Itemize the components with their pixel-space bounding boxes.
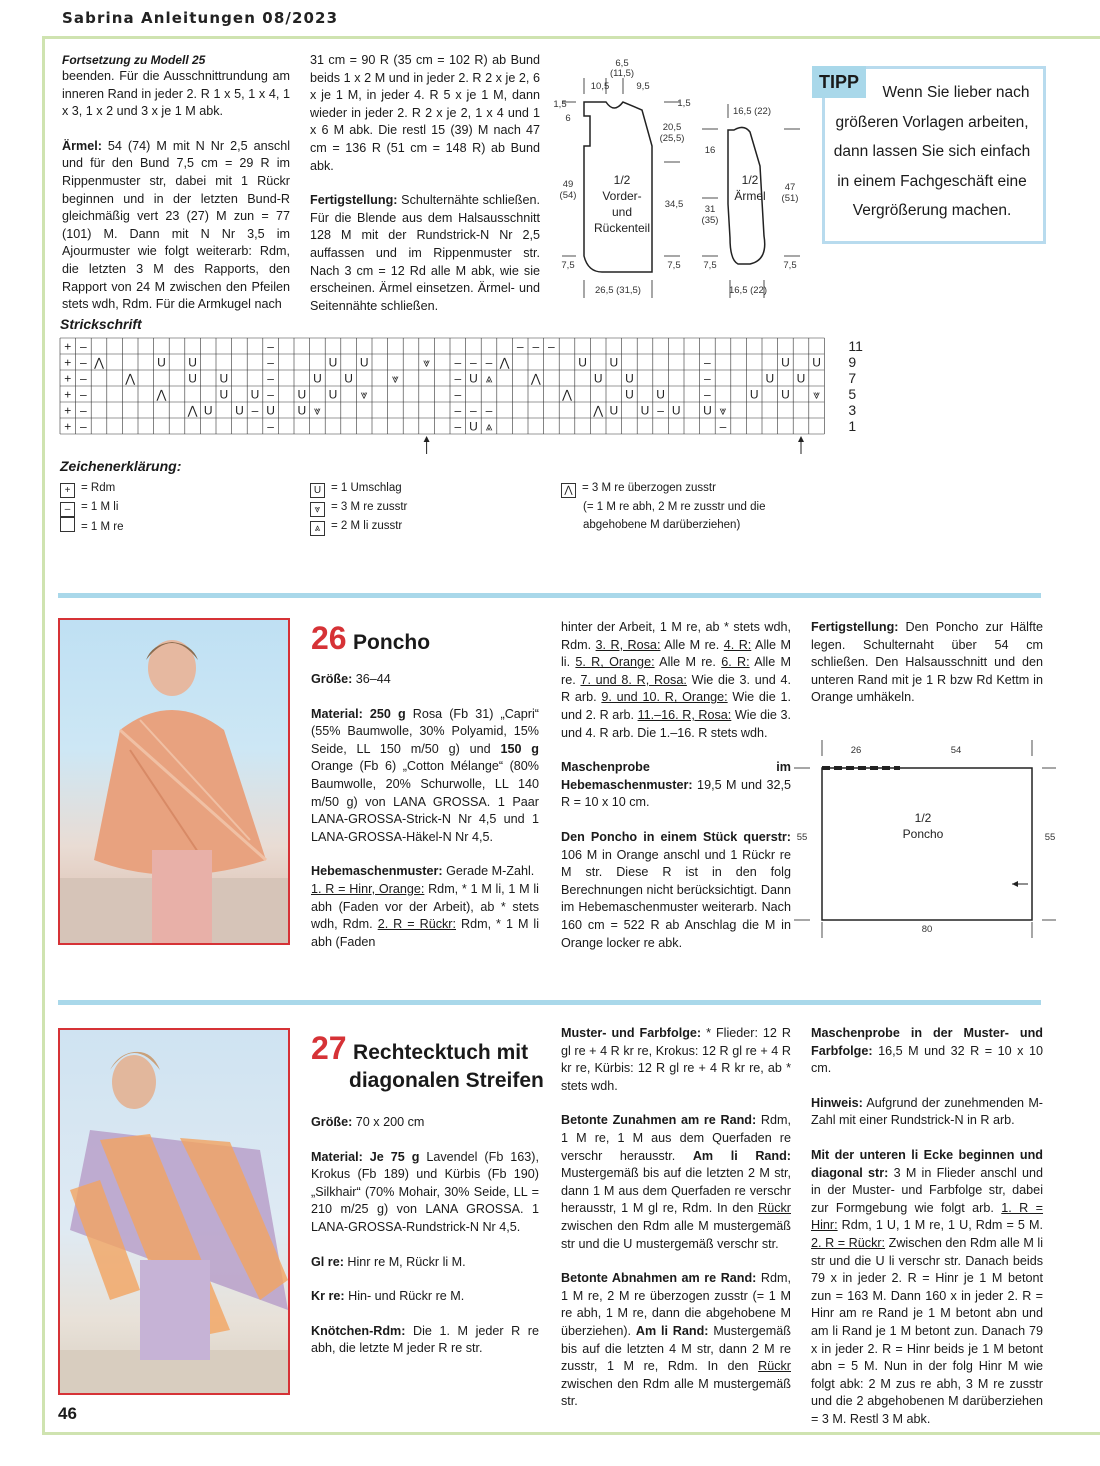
chart-row-label: 5: [848, 386, 857, 402]
legend-col2: [310, 479, 407, 536]
chart-symbol: +: [64, 339, 72, 354]
model25-col2: [310, 52, 540, 332]
chart-symbol: ⩔: [719, 403, 727, 418]
legend-title: Zeichenerklärung:: [60, 458, 182, 474]
model26-col2: [561, 619, 791, 969]
zun-text2: Mustergemäß bis auf die letzten 2 M str, dann 1 M aus dem Querfaden re verschr herausstr, 1 M gl re, Rdm. In den: [561, 1166, 791, 1216]
chart-symbol: ⋀: [530, 371, 541, 386]
model26-material: [311, 706, 539, 847]
chart-symbol: –: [267, 419, 274, 434]
probe27-head: Maschenprobe in der Muster- und Farbfolge:: [811, 1026, 1043, 1058]
chart-symbol: ⩔: [392, 371, 399, 386]
tip-label: TIPP: [812, 66, 866, 98]
poncho-outline: [822, 768, 1032, 920]
model26-pattern: [311, 863, 539, 951]
chart-symbol: U: [188, 355, 197, 370]
chart-symbol: ⩓: [485, 419, 493, 434]
m-115: (11,5): [609, 68, 635, 79]
section-separator-2: [58, 1000, 1041, 1005]
tip-text-content: Wenn Sie lieber nach größeren Vorlagen arbeiten, dann lassen Sie sich einfach in einem Fachgeschäft eine Vergrößerung machen.: [833, 84, 1031, 219]
chart-symbol: +: [64, 387, 72, 402]
chart-symbol: –: [267, 355, 274, 370]
chart-symbol: U: [749, 387, 759, 402]
continuation-note: Fortsetzung zu Modell 25: [62, 53, 206, 67]
chart-symbol: U: [157, 355, 166, 370]
m-255: (25,5): [659, 133, 685, 144]
poncho-schema: [790, 736, 1060, 942]
size27-head: Größe:: [311, 1115, 353, 1129]
purl-stitch-icon: –: [60, 502, 75, 517]
mat27-text: Lavendel (Fb 163), Krokus (Fb 189) und Kürbis (Fb 190) „Silkhair“ (70% Mohair, 30% Seide, LL = 210 m/25 g) von LANA GROSSA. 1 LANA-GROSSA-Rundstrick-N Nr 4,5.: [311, 1149, 539, 1234]
chart-symbol: ⋀: [562, 387, 572, 402]
chart-symbol: U: [235, 403, 244, 418]
m-205: 20,5: [662, 122, 682, 133]
zun-head: Betonte Zunahmen am re Rand:: [561, 1113, 757, 1128]
legend-2li: [310, 517, 407, 536]
legend-li: [60, 498, 124, 517]
page-header: Sabrina Anleitungen 08/2023: [62, 9, 339, 27]
chart-symbol: –: [267, 339, 274, 354]
repeat-arrow-head: [424, 436, 430, 442]
model27-col1: [311, 1114, 539, 1375]
chart-symbol: U: [640, 403, 650, 418]
legend-col3: [561, 479, 765, 534]
size-head: Größe:: [311, 672, 353, 686]
zun-rueckr: Rückr: [758, 1201, 791, 1216]
chart-symbol: U: [250, 387, 260, 402]
chart-symbol: U: [593, 371, 603, 386]
row6-text: Alle M re.: [561, 655, 791, 687]
chart-symbol: –: [80, 403, 87, 418]
mat-head: Material: 250 g: [311, 706, 406, 721]
mat27-head: Material: Je 75 g: [311, 1149, 420, 1164]
model25-col2-p2: [310, 192, 540, 315]
legend-text: (= 1 M re abh, 2 M re zusstr und die: [583, 501, 766, 513]
chart-symbol: –: [516, 339, 524, 354]
model27-probe: [811, 1025, 1043, 1078]
start-r2: 2. R = Rückr:: [811, 1235, 886, 1250]
chart-symbol: U: [266, 403, 275, 418]
model25-col1: [62, 52, 290, 331]
finish-heading: Fertigstellung:: [310, 193, 398, 208]
model26-size: [311, 671, 539, 689]
model25-schema: [548, 54, 810, 302]
chart-symbol: ⋀: [94, 355, 104, 370]
scarf-illustration: [60, 1030, 288, 1393]
chart-symbol: –: [80, 387, 87, 402]
m-49: 49: [562, 179, 574, 190]
chart-symbol: U: [609, 355, 619, 370]
size-value: 36–44: [352, 672, 391, 686]
row4-label: 4. R:: [723, 637, 752, 652]
model27-title-line2: diagonalen Streifen: [349, 1069, 544, 1092]
row78-label: 7. und 8. R, Rosa:: [580, 672, 687, 687]
chart-symbol: –: [470, 403, 477, 418]
model27-muster: [561, 1025, 791, 1095]
zun-text3: zwischen den Rdm alle M mustergemäß str und die U mustergemäß verschr str.: [561, 1218, 791, 1251]
row1116-text: Wie die 3. und 4. R arb. Die 1.–16. R stets wdh.: [561, 707, 791, 740]
model26-gauge: [561, 759, 791, 812]
sleeve-label-2: Ärmel: [734, 189, 766, 203]
chart-symbol: +: [64, 371, 72, 386]
row4-text: Alle M li.: [561, 637, 791, 670]
model27-col3: [811, 1025, 1043, 1445]
model27-heading: [311, 1030, 551, 1093]
chart-symbol: U: [219, 387, 229, 402]
legend-text: = 2 M li zusstr: [331, 520, 403, 532]
chart-symbol: U: [219, 371, 229, 386]
model26-col3: [811, 619, 1043, 724]
probe27-text: 16,5 M und 32 R = 10 x 10 cm.: [811, 1043, 1043, 1076]
rows-text: hinter der Arbeit, 1 M re, ab * stets wdh, Rdm.: [561, 620, 791, 652]
chart-row-label: 3: [848, 402, 857, 418]
mat-text2: Orange (Fb 6) „Cotton Mélange“ (80% Baumwolle, 20% Schurwolle, LL 140 m/50 g) von LANA GROSSA. 1 Paar LANA-GROSSA-Strick-N Nr 4,5 und 1 LANA-GROSSA-Häkel-N Nr 4,5.: [311, 759, 539, 844]
pattern-text: Gerade M-Zahl.: [442, 864, 535, 879]
chart-symbol: –: [704, 355, 711, 370]
poncho-photo: [58, 618, 290, 945]
body-label-4: Rückenteil: [593, 221, 651, 235]
gl-head: Gl re:: [311, 1254, 344, 1269]
model26-cast: [561, 829, 791, 952]
cast-text: 106 M in Orange anschl und 1 Rückr re M str. Diese R ist in den folg Berechnungen nicht berücksichtigt. Dann im Hebemaschenmuster weiterarb. Nach 160 cm = 522 R ab Anschlag die M in Orange locker re abk.: [561, 847, 791, 950]
row1-text: Rdm, * 1 M li, 1 M li abh (Faden vor der Arbeit), ab * stets wdh, Rdm.: [311, 881, 539, 932]
kr-text: Hin- und Rückr re M.: [344, 1289, 465, 1304]
chart-symbol: –: [532, 339, 540, 354]
m-165: 16,5 (22): [732, 106, 772, 117]
cast-head: Den Poncho in einem Stück querstr:: [561, 829, 791, 844]
chart-symbol: –: [80, 339, 87, 354]
zun-text: Rdm, 1 M re, 1 M aus dem Querfaden re verschr herausstr.: [561, 1113, 792, 1163]
model27-kn: [311, 1323, 539, 1358]
m-75b: 7,5: [667, 260, 681, 271]
model26-number: 26: [311, 620, 347, 656]
chart-symbol: ⩔: [423, 355, 430, 370]
legend-text: = 1 M re: [81, 521, 124, 533]
chart-symbol: ⋀: [187, 403, 198, 418]
row1116-label: 11.–16. R, Rosa:: [637, 707, 732, 722]
chart-symbol: ⋀: [125, 371, 136, 386]
m-80: 80: [921, 924, 933, 935]
model27-size: [311, 1114, 539, 1132]
model27-start: [811, 1147, 1043, 1429]
hinweis-text: Aufgrund der zunehmenden M-Zahl mit einer Rundstrick-N in R arb.: [811, 1095, 1043, 1128]
legend-col1: [60, 479, 124, 536]
chart-symbol: ⩓: [485, 371, 493, 386]
chart-symbol: –: [657, 403, 664, 418]
sleeve-text: 54 (74) M mit N Nr 2,5 anschl und für den Bund 7,5 cm = 29 R im Rippenmuster str, dabei mit 1 Rückr beginnen und in der letzten Bund-R gleichmäßig vert 23 (27) M zun = 77 (101) M. Dann mit N Nr 3,5 im Ajourmuster wie folgt weiterarb: Rdm, die letzten 3 M des Rapports, den Rapport von 24 M zwischen den Pfeilen stets wdh, Rdm. Für die Armkugel nach: [62, 138, 290, 312]
chart-symbol: U: [359, 355, 369, 370]
finish-text: Schulternähte schließen. Für die Blende aus dem Halsausschnitt 128 M mit der Rundstrick-N Nr 2,5 auffassen und im Rippenmuster str. Nach 3 cm = 12 Rd alle M abk, wie sie erscheinen. Ärmel einsetzen. Ärmel- und Seitennähte schließen.: [310, 193, 540, 313]
page-frame-left: [42, 36, 45, 1434]
muster-head: Muster- und Farbfolge:: [561, 1026, 702, 1040]
muster-text: * Flieder: 12 R gl re + 4 R kr re, Krokus: 12 R gl re + 4 R kr re, Kürbis: 12 R gl re + 4 R kr re, ab * stets wdh.: [561, 1026, 792, 1093]
legend-text: = 1 Umschlag: [331, 482, 402, 494]
chart-symbol: +: [64, 355, 72, 370]
body-outline: [584, 102, 652, 272]
chart-symbol: –: [267, 387, 274, 402]
legend-text: = 3 M re überzogen zusstr: [582, 482, 716, 494]
chart-symbol: U: [656, 387, 665, 402]
repeat-arrow-head: [798, 436, 804, 442]
chart-symbol: U: [297, 403, 307, 418]
chart-grid: [60, 338, 824, 434]
chart-symbol: U: [469, 419, 478, 434]
model27-hinweis: [811, 1095, 1043, 1130]
m-15b: 1,5: [677, 98, 691, 109]
m-75a: 7,5: [561, 260, 575, 271]
chart-symbol: –: [251, 403, 259, 418]
m-165b: 16,5 (22): [728, 285, 768, 296]
chart-symbol: –: [454, 371, 462, 386]
chart-symbol: ⩔: [813, 387, 820, 402]
chart-row-label: 1: [848, 418, 857, 434]
chart-symbol: ⩔: [314, 403, 321, 418]
chart-symbol: U: [703, 403, 712, 418]
chart-symbol: U: [188, 371, 197, 386]
m-265: 26,5 (31,5): [595, 285, 641, 296]
model27-abn: [561, 1270, 791, 1411]
legend-text: = 1 M li: [81, 501, 119, 513]
chart-symbol: U: [625, 371, 634, 386]
legend-re: [60, 517, 124, 536]
chart-symbol: ⋀: [499, 355, 510, 370]
m-6: 6: [565, 113, 571, 124]
chart-symbol: –: [704, 387, 711, 402]
model25-col2-p1: 31 cm = 90 R (35 cm = 102 R) ab Bund beids 1 x 2 M und in jeder 2. R 2 x je 2, 6 x je 1 M, in jeder 4. R 5 x je 1 M, dann wieder in jeder 2. R 2 x je 2, 1 x 4 und 1 x 6 M abk. Die restl 15 (39) M nach 47 cm = 136 R (51 cm = 148 R) ab Bund abk.: [310, 53, 540, 173]
gauge-head: Maschenprobe im Hebemaschenmuster:: [561, 760, 791, 792]
edge-stitch-icon: +: [60, 483, 75, 498]
legend-rdm: [60, 479, 124, 498]
legend-text: = Rdm: [81, 482, 116, 494]
m-75c: 7,5: [703, 260, 717, 271]
chart-symbol: U: [812, 355, 821, 370]
chart-symbol: U: [671, 403, 681, 418]
row78-text: Wie die 3. und 4. R arb.: [561, 672, 791, 705]
tip-text: [826, 78, 1038, 226]
chart-symbol: –: [454, 419, 462, 434]
legend-text: = 3 M re zusstr: [331, 501, 408, 513]
chart-symbol: U: [625, 387, 634, 402]
m-51: (51): [781, 193, 799, 204]
chart-symbol: ⩔: [360, 387, 368, 402]
chart-symbol: –: [80, 355, 87, 370]
sk2p-icon: ⋀: [561, 483, 576, 498]
m-16: 16: [704, 145, 716, 156]
model27-col2: [561, 1025, 791, 1428]
m-54b: 54: [950, 745, 962, 756]
k3tog-icon: ⩔: [310, 502, 325, 517]
model25-p2: [62, 138, 290, 314]
body-label-3: und: [611, 205, 633, 219]
abn-text: Rdm, 1 M re, 2 M re überzogen zusstr (= 1 M re abh, 1 M re, dann die abgehobene M überziehen).: [561, 1271, 791, 1338]
m-95: 9,5: [636, 81, 650, 92]
model25-p1: beenden. Für die Ausschnittrundung am inneren Rand in jeder 2. R 1 x 5, 1 x 4, 1 x 3, 1 x 2 und 3 x je 1 M abk.: [62, 69, 290, 119]
m-15a: 1,5: [553, 99, 567, 110]
chart-symbol: –: [548, 339, 555, 354]
mat-text: Rosa (Fb 31) „Capri“ (55% Baumwolle, 30% Polyamid, 15% Seide, LL 150 m/50 g) und: [311, 706, 539, 756]
chart-row-label: 11: [848, 338, 863, 354]
chart-symbol: U: [609, 403, 619, 418]
row910-text: Wie die 1. und 2. R arb.: [561, 690, 791, 722]
legend-u: [310, 479, 407, 498]
chart-symbol: U: [469, 371, 478, 386]
model26-rows: [561, 619, 791, 742]
chart-symbol: –: [454, 403, 462, 418]
start-text3: Zwischen den Rdm alle M li str und die U li verschr str. Danach beids 79 x in jeder 2. R = Hinr je 1 M betont zun = 163 M. Dann 160 x in jeder 2. R = Hinr am re Rand je 1 M betont abn und am li Rand je 1 M betont zun. Danach 79 x in jeder 2. R = Hinr beids je 1 M betont abn = 5 M. Nun in der folg Hinr M wie folgt abk: 2 M zus re abh, 3 M re zusstr und die 2 abgehobenen M darüberziehen = 3 M. Restl 3 M abk.: [811, 1235, 1043, 1426]
finish26-head: Fertigstellung:: [811, 620, 899, 634]
chart-symbol: U: [781, 387, 790, 402]
abn-text2: Mustergemäß bis auf die letzten 4 M str, dann 2 M re zusstr, 1 M re, Rdm. In den: [561, 1323, 791, 1374]
m-105: 10,5: [590, 81, 610, 92]
model27-zun: [561, 1112, 791, 1253]
row2-text: Rdm, * 1 M li abh (Faden: [311, 917, 540, 949]
knit-stitch-icon: [60, 517, 75, 532]
row6-label: 6. R:: [721, 655, 750, 670]
row3-label: 3. R, Rosa:: [595, 637, 661, 652]
finish26-text: Den Poncho zur Hälfte legen. Schulternaht über 54 cm schließen. Den Halsausschnitt und den unteren Rand mit je 1 R bzw Rd Kettm in Orange umhäkeln.: [811, 620, 1043, 705]
m-75d: 7,5: [783, 260, 797, 271]
pattern-head: Hebemaschenmuster:: [311, 864, 443, 879]
start-head: Mit der unteren li Ecke beginnen und diagonal str:: [811, 1147, 1043, 1180]
abn-li: Am li Rand:: [635, 1323, 709, 1338]
chart-symbol: ⋀: [156, 387, 167, 402]
chart-symbol: –: [454, 387, 462, 402]
chart-symbol: ⋀: [593, 403, 604, 418]
gauge-text: 19,5 M und 32,5 R = 10 x 10 cm.: [561, 777, 791, 810]
legend-sk2p: [561, 479, 765, 498]
m-55a: 55: [796, 832, 808, 843]
chart-symbol: –: [470, 355, 477, 370]
chart-symbol: –: [704, 371, 711, 386]
model26-col1: [311, 671, 539, 968]
hinweis-head: Hinweis:: [811, 1095, 863, 1110]
legend-3re: [310, 498, 407, 517]
p2tog-icon: ⩓: [310, 521, 325, 536]
chart-symbol: –: [80, 419, 87, 434]
row5-text: Alle M re.: [654, 655, 722, 670]
chart-title: Strickschrift: [60, 316, 142, 332]
chart-symbol: –: [454, 355, 462, 370]
start-text2: Rdm, 1 U, 1 M re, 1 U, Rdm = 5 M.: [837, 1218, 1043, 1233]
abn-rueckr: Rückr: [758, 1359, 791, 1374]
chart-symbol: –: [80, 371, 87, 386]
chart-symbol: U: [297, 387, 307, 402]
start-r1: 1. R = Hinr:: [811, 1200, 1044, 1233]
chart-symbol: U: [796, 371, 806, 386]
chart-symbol: U: [781, 355, 790, 370]
legend-text: abgehobene M darüberziehen): [583, 519, 741, 531]
page-frame-top: [42, 36, 1100, 39]
section-separator-1: [58, 593, 1041, 598]
chart-symbol: U: [313, 371, 322, 386]
chart-symbol: U: [765, 371, 775, 386]
model26-finish: [811, 619, 1043, 707]
chart-symbol: U: [328, 387, 338, 402]
chart-symbol: –: [485, 403, 493, 418]
chart-symbol: +: [64, 403, 72, 418]
chart-symbol: U: [203, 403, 213, 418]
mat-bold: 150 g: [500, 741, 539, 756]
chart-symbol: –: [485, 355, 493, 370]
start-text1: 3 M in Flieder anschl und in der Muster- und Farbfolge str, dabei zur Formgebung wie folgt arb.: [811, 1165, 1044, 1215]
body-label-1: 1/2: [613, 173, 631, 187]
chart-symbol: U: [344, 371, 353, 386]
chart-symbol: U: [328, 355, 338, 370]
row5-label: 5. R, Orange:: [575, 655, 655, 670]
m-55b: 55: [1044, 832, 1056, 843]
chart-row-label: 9: [848, 354, 857, 370]
size27-value: 70 x 200 cm: [352, 1115, 425, 1129]
row2-label: 2. R = Rückr:: [377, 917, 456, 932]
poncho-label-1: 1/2: [914, 811, 932, 825]
scarf-photo: [58, 1028, 290, 1395]
kr-head: Kr re:: [311, 1289, 345, 1304]
model27-title-line1: Rechtecktuch mit: [353, 1041, 529, 1064]
chart-symbol: +: [64, 419, 72, 434]
yarn-over-icon: U: [310, 483, 325, 498]
row3-text: Alle M re.: [660, 637, 724, 652]
m-26: 26: [850, 745, 862, 756]
m-345: 34,5: [664, 199, 684, 210]
poncho-label-2: Poncho: [902, 827, 944, 841]
chart-symbol: –: [719, 419, 727, 434]
gl-text: Hinr re M, Rückr li M.: [343, 1254, 466, 1269]
zun-li: Am li Rand:: [692, 1148, 791, 1163]
model26-title: Poncho: [353, 631, 431, 654]
knitting-chart: [58, 336, 868, 456]
chart-symbol: U: [578, 355, 587, 370]
sleeve-heading: Ärmel:: [62, 138, 102, 153]
model27-number: 27: [311, 1030, 347, 1066]
model27-material: [311, 1149, 539, 1237]
model27-gl: [311, 1254, 539, 1272]
abn-text3: zwischen den Rdm alle M mustergemäß str.: [561, 1376, 791, 1409]
model26-heading: [311, 620, 430, 657]
m-47: 47: [784, 182, 796, 193]
body-label-2: Vorder-: [602, 189, 642, 203]
row1-label: 1. R = Hinr, Orange:: [311, 881, 425, 896]
kn-text: Die 1. M jeder R re abh, die letzte M jeder R re str.: [311, 1323, 539, 1356]
kn-head: Knötchen-Rdm:: [311, 1323, 406, 1338]
m-54: (54): [559, 190, 577, 201]
chart-symbol: –: [267, 371, 274, 386]
model27-kr: [311, 1288, 539, 1306]
page-number: 46: [58, 1404, 77, 1423]
chart-row-label: 7: [848, 370, 857, 386]
poncho-illustration: [60, 620, 288, 943]
abn-head: Betonte Abnahmen am re Rand:: [561, 1271, 757, 1286]
m-35: (35): [701, 215, 719, 226]
m-31: 31: [704, 204, 716, 215]
row910-label: 9. und 10. R, Orange:: [601, 690, 728, 705]
sleeve-label-1: 1/2: [741, 173, 759, 187]
m-65: 6,5: [615, 58, 629, 69]
